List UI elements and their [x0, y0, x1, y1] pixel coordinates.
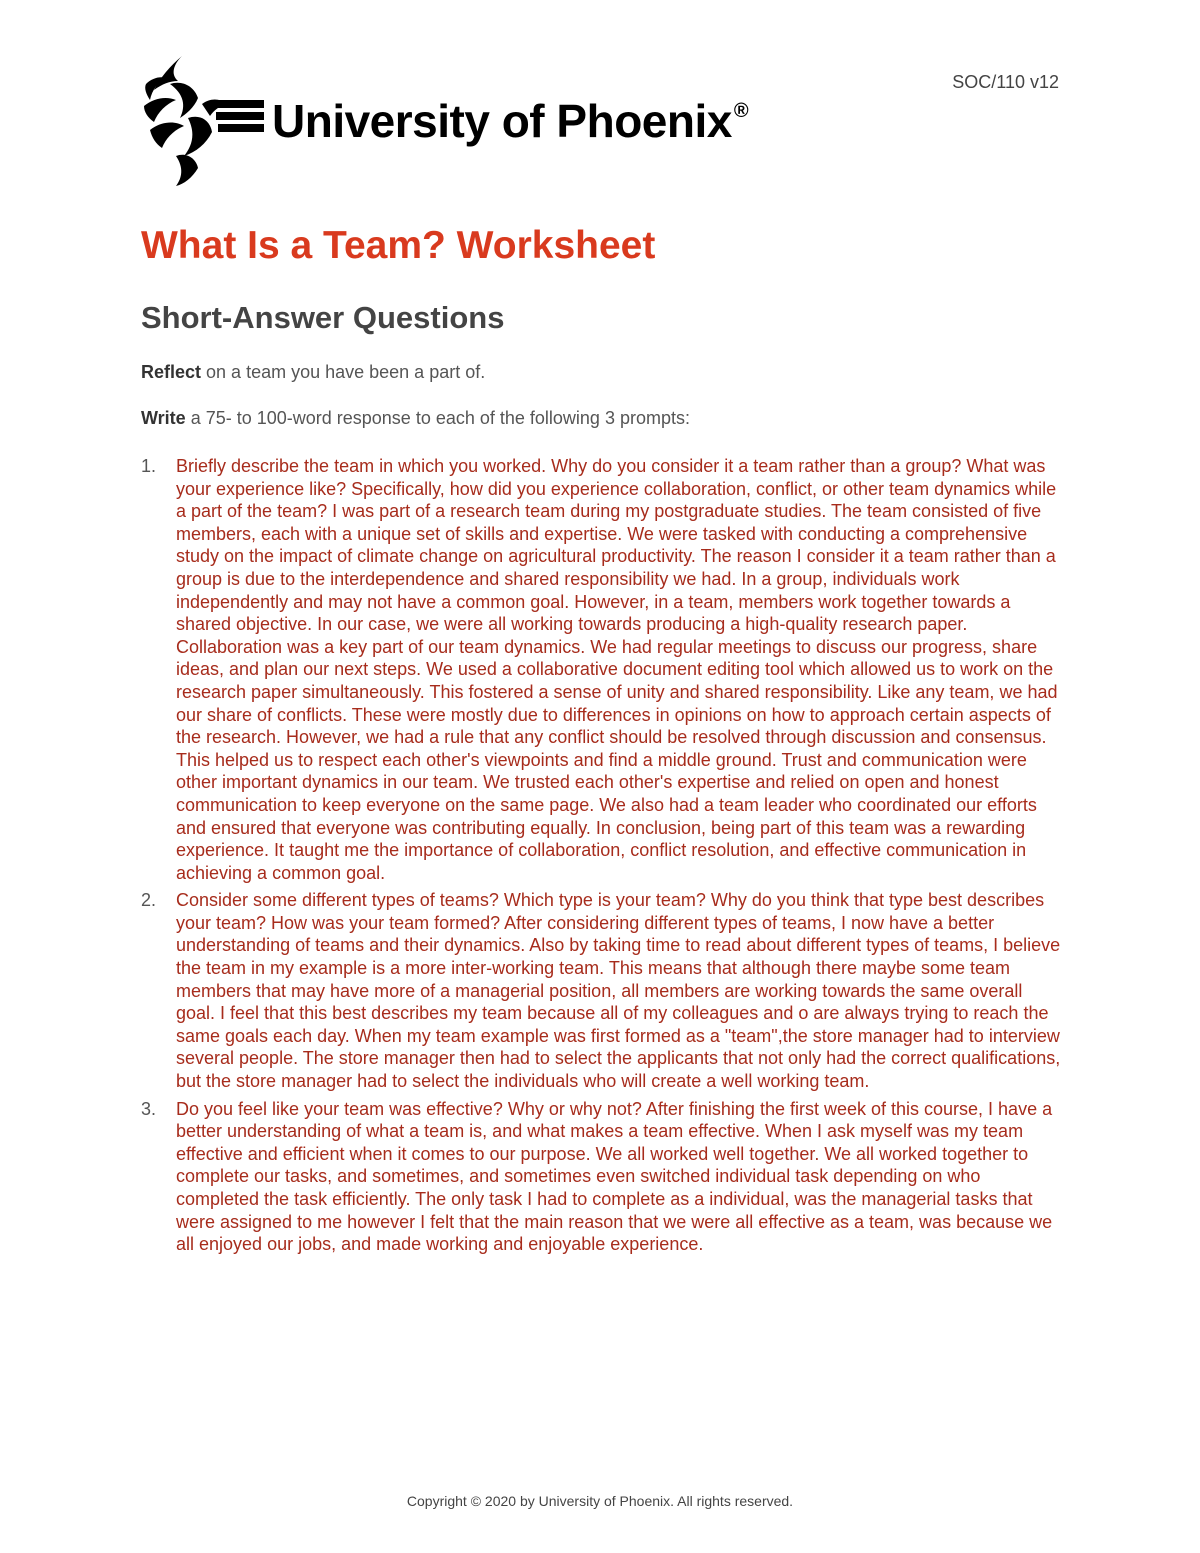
instruction-write	[141, 408, 690, 429]
answer-item-3	[141, 1098, 1066, 1256]
phoenix-bird-icon	[140, 48, 265, 188]
instruction-reflect	[141, 362, 485, 383]
instruction-reflect-verb: Reflect	[141, 362, 202, 382]
logo-name: University of Phoenix	[272, 95, 732, 147]
copyright-footer: Copyright © 2020 by University of Phoenix. All rights reserved.	[406, 1493, 794, 1509]
instruction-reflect-text: on a team you have been a part of.	[201, 362, 486, 382]
answer-item-2	[141, 889, 1066, 1092]
instruction-write-verb: Write	[141, 408, 186, 428]
section-heading: Short-Answer Questions	[141, 300, 505, 335]
registered-mark: ®	[733, 100, 749, 122]
instruction-write-text: a 75- to 100-word response to each of the following 3 prompts:	[185, 408, 690, 428]
answer-item-1	[141, 455, 1066, 884]
logo-wordmark	[272, 94, 748, 148]
worksheet-title: What Is a Team? Worksheet	[141, 224, 656, 267]
answer-number: 3.	[141, 1098, 157, 1119]
university-logo	[140, 48, 780, 188]
answer-text: Do you feel like your team was effective? Why or why not? After finishing the first week of this course, I have a better understanding of what a team is, and what makes a team effective. When I ask myself was my team effective and efficient when it comes to our purpose. We all worked well together. We all worked together to complete our tasks, and sometimes, and sometimes even switched individual task depending on who completed the task efficiently. The only task I had to complete as a individual, was the managerial tasks that were assigned to me however I felt that the main reason that we were all effective as a team, was because we all enjoyed our jobs, and made working and enjoyable experience.	[176, 1098, 1053, 1255]
answer-text: Briefly describe the team in which you worked. Why do you consider it a team rather than a group? What was your experience like? Specifically, how did you experience collaboration, conflict, or other team dynamics while a part of the team? I was part of a research team during my postgraduate studies. The team consisted of five members, each with a unique set of skills and expertise. We were tasked with conducting a comprehensive study on the impact of climate change on agricultural productivity. The reason I consider it a team rather than a group is due to the interdependence and shared responsibility we had. In a group, individuals work independently and may not have a common goal. However, in a team, members work together towards a shared objective. In our case, we were all working towards producing a high-quality research paper. Collaboration was a key part of our team dynamics. We had regular meetings to discuss our progress, share ideas, and plan our next steps. We used a collaborative document editing tool which allowed us to work on the research paper simultaneously. This fostered a sense of unity and shared responsibility. Like any team, we had our share of conflicts. These were mostly due to differences in opinions on how to approach certain aspects of the research. However, we had a rule that any conflict should be resolved through discussion and consensus. This helped us to respect each other's viewpoints and find a middle ground. Trust and communication were other important dynamics in our team. We trusted each other's expertise and relied on open and honest communication to keep everyone on the same page. We also had a team leader who coordinated our efforts and ensured that everyone was contributing equally. In conclusion, being part of this team was a rewarding experience. It taught me the importance of collaboration, conflict resolution, and effective communication in achieving a common goal.	[176, 456, 1058, 883]
answer-number: 2.	[141, 890, 157, 911]
answer-number: 1.	[141, 456, 157, 476]
course-code: SOC/110 v12	[952, 72, 1059, 92]
answer-list	[141, 455, 1066, 1261]
answer-text: Consider some different types of teams? Which type is your team? Why do you think that type best describes your team? How was your team formed? After considering different types of teams, I now have a better understanding of teams and their dynamics. Also by taking time to read about different types of teams, I believe the team in my example is a more inter-working team. This means that although there maybe some team members that may have more of a managerial position, all members are working towards the same overall goal. I feel that this best describes my team because all of my colleagues and o are always trying to reach the same goals each day. When my team example was first formed as a "team",the store manager had to interview several people. The store manager then had to select the applicants that not only had the correct qualifications, but the store manager had to select the individuals who will create a well working team.	[176, 890, 1061, 1092]
